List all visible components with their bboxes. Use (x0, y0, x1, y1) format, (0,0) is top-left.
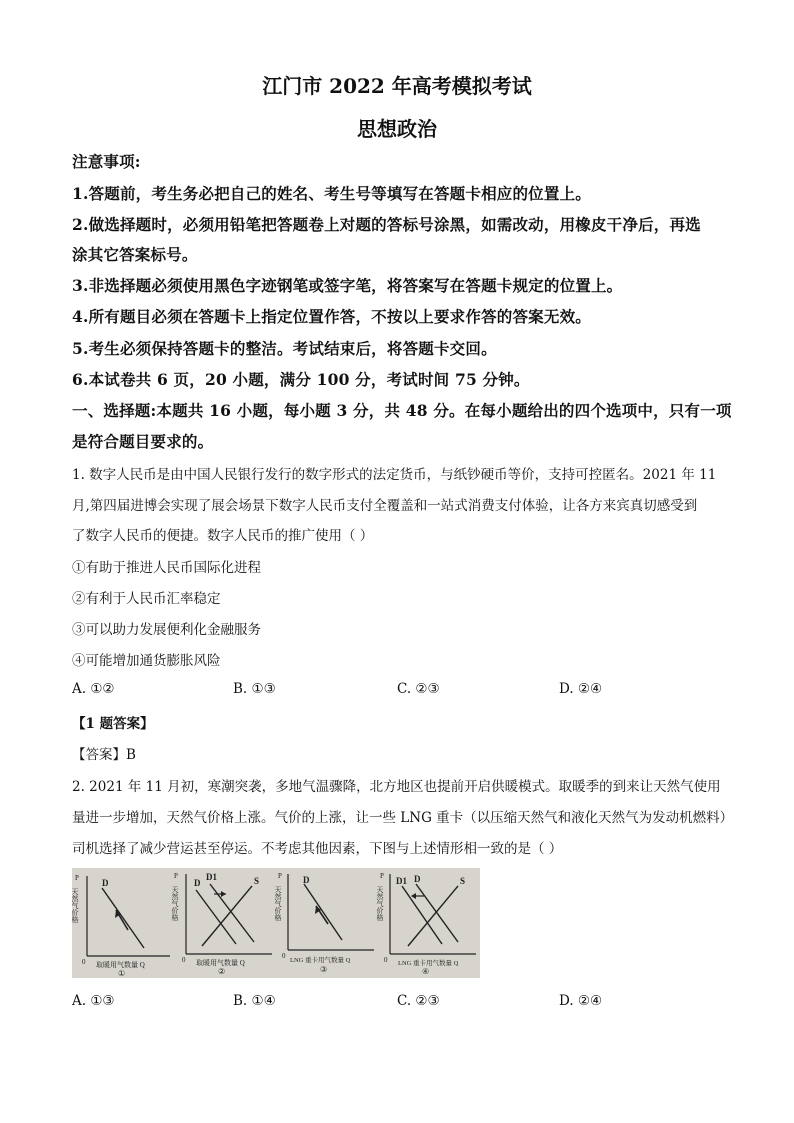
origin-label: 0 (384, 956, 388, 964)
q2-graph-3 (276, 868, 378, 978)
q1-statement: ③可以助力发展便利化金融服务 (72, 622, 261, 638)
q2-option-d[interactable]: D. ②④ (559, 993, 603, 1009)
p-axis-label: P (278, 872, 282, 880)
section-heading: 是符合题目要求的。 (72, 432, 214, 451)
q1-stem-line: 1. 数字人民币是由中国人民银行发行的数字形式的法定货币，与纸钞硬币等价，支持可控匿名。2021 年 11 (72, 467, 717, 483)
q1-statement: ②有利于人民币汇率稳定 (72, 591, 221, 607)
graph-number: ③ (320, 965, 328, 974)
q1-option-b[interactable]: B. ①③ (233, 681, 276, 697)
curve-label: D (303, 875, 310, 885)
y-axis-label: 天然气价格 (71, 888, 79, 923)
curve-label: S (254, 876, 260, 886)
q2-stem-line: 量进一步增加，天然气价格上涨。气价的上涨，让一些 LNG 重卡（以压缩天然气和液化天然气为发动机燃料） (72, 810, 734, 826)
origin-label: 0 (282, 952, 286, 960)
x-axis-label: 取暖用气数量 Q (96, 961, 145, 969)
note-line: 3.非选择题必须使用黑色字迹钢笔或签字笔，将答案写在答题卡规定的位置上。 (72, 276, 623, 295)
q2-option-c[interactable]: C. ②③ (397, 993, 440, 1009)
q1-statement: ④可能增加通货膨胀风险 (72, 653, 221, 669)
q1-stem-line: 月,第四届进博会实现了展会场景下数字人民币支付全覆盖和一站式消费支付体验，让各方来宾真切感受到 (72, 498, 698, 514)
q2-graph-4 (378, 868, 480, 978)
curve-label: D (194, 878, 201, 888)
q2-graph-2 (171, 868, 276, 978)
note-line: 6.本试卷共 6 页，20 小题，满分 100 分，考试时间 75 分钟。 (72, 370, 530, 389)
graph-number: ① (118, 969, 126, 978)
q1-answer-header: 【1 题答案】 (72, 716, 154, 732)
note-line: 涂其它答案标号。 (72, 245, 198, 264)
q1-stem-line: 了数字人民币的便捷。数字人民币的推广使用（ ） (72, 528, 374, 544)
note-line: 5.考生必须保持答题卡的整洁。考试结束后，将答题卡交回。 (72, 339, 497, 358)
y-axis-label: 天然气价格 (376, 886, 384, 921)
curve-label: S (460, 876, 466, 886)
section-heading: 一、选择题:本题共 16 小题，每小题 3 分，共 48 分。在每小题给出的四个选项中，只有一项 (72, 401, 732, 420)
p-axis-label: P (174, 872, 178, 880)
q2-graph-strip (72, 868, 480, 978)
curve-label: D1 (396, 876, 407, 886)
q1-option-c[interactable]: C. ②③ (397, 681, 440, 697)
q2-stem-line: 司机选择了减少营运甚至停运。不考虑其他因素，下图与上述情形相一致的是（ ） (72, 841, 563, 857)
graph-number: ② (218, 967, 226, 976)
curve-label: D1 (206, 872, 217, 882)
q1-answer: 【答案】B (72, 747, 136, 763)
exam-subject: 思想政治 (357, 117, 437, 141)
q1-option-d[interactable]: D. ②④ (559, 681, 603, 697)
q2-option-b[interactable]: B. ①④ (233, 993, 276, 1009)
q1-option-a[interactable]: A. ①② (72, 681, 115, 697)
q1-statement: ①有助于推进人民币国际化进程 (72, 560, 261, 576)
y-axis-label: 天然气价格 (274, 886, 282, 921)
notes-heading: 注意事项: (72, 152, 141, 171)
x-axis-label: 取暖用气数量 Q (196, 959, 245, 967)
y-axis-label: 天然气价格 (171, 886, 179, 921)
curve-label: D (102, 878, 109, 888)
q2-graph-1 (72, 868, 174, 978)
note-line: 1.答题前，考生务必把自己的姓名、考生号等填写在答题卡相应的位置上。 (72, 184, 591, 203)
curve-label: D (414, 874, 421, 884)
origin-label: 0 (182, 956, 186, 964)
note-line: 4.所有题目必须在答题卡上指定位置作答，不按以上要求作答的答案无效。 (72, 307, 591, 326)
x-axis-label: LNG 重卡用气数量 Q (290, 957, 351, 964)
origin-label: 0 (82, 958, 86, 966)
q2-option-a[interactable]: A. ①③ (72, 993, 115, 1009)
graph-number: ④ (422, 967, 430, 976)
note-line: 2.做选择题时，必须用铅笔把答题卷上对题的答标号涂黑，如需改动，用橡皮干净后，再选 (72, 215, 701, 234)
x-axis-label: LNG 重卡用气数量 Q (398, 960, 459, 967)
p-axis-label: P (75, 874, 79, 882)
p-axis-label: P (380, 872, 384, 880)
q2-stem-line: 2. 2021 年 11 月初，寒潮突袭，多地气温骤降，北方地区也提前开启供暖模式。取暖季的到来让天然气使用 (72, 779, 721, 795)
exam-title: 江门市 2022 年高考模拟考试 (262, 74, 532, 98)
